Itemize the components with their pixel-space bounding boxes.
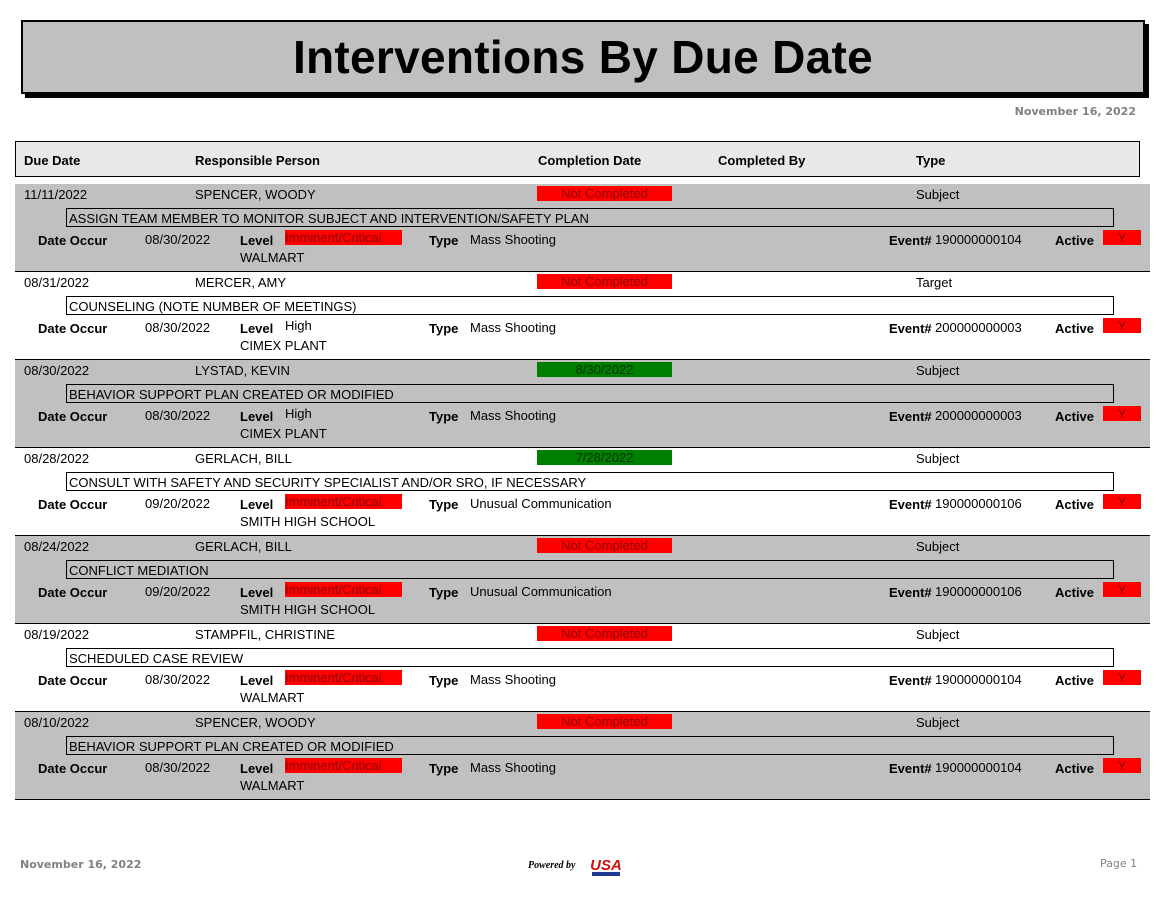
incident-type: Mass Shooting (470, 408, 556, 423)
intervention-description: BEHAVIOR SUPPORT PLAN CREATED OR MODIFIED (66, 736, 1114, 755)
date-occur-label: Date Occur (38, 497, 108, 512)
date-occur-value: 08/30/2022 (145, 232, 211, 247)
completion-status: Not Completed (537, 538, 672, 553)
level-value: Imminent/Critical (285, 582, 402, 597)
level-label: Level (240, 233, 274, 248)
location: SMITH HIGH SCHOOL (240, 514, 376, 529)
completion-status: Not Completed (537, 186, 672, 201)
incident-type: Mass Shooting (470, 760, 556, 775)
active-label: Active (1055, 673, 1095, 688)
header-completed-by: Completed By (718, 153, 806, 168)
event-label: Event# (889, 409, 932, 424)
powered-by-text: Powered by (528, 860, 576, 871)
intervention-description: COUNSELING (NOTE NUMBER OF MEETINGS) (66, 296, 1114, 315)
level-value: Imminent/Critical (285, 494, 402, 509)
event-number: 200000000003 (935, 320, 1022, 335)
due-date: 08/10/2022 (24, 715, 90, 730)
table-row (15, 360, 1150, 448)
event-label: Event# (889, 233, 932, 248)
date-occur-value: 09/20/2022 (145, 584, 211, 599)
active-flag: Y (1103, 406, 1141, 421)
level-value: Imminent/Critical (285, 758, 402, 773)
type-label: Type (429, 233, 459, 248)
event-number: 190000000106 (935, 496, 1022, 511)
responsible-person: SPENCER, WOODY (195, 715, 316, 730)
active-flag: Y (1103, 230, 1141, 245)
intervention-description: ASSIGN TEAM MEMBER TO MONITOR SUBJECT AND INTERVENTION/SAFETY PLAN (66, 208, 1114, 227)
event-number: 200000000003 (935, 408, 1022, 423)
location: WALMART (240, 690, 305, 705)
level-value: Imminent/Critical (285, 230, 402, 245)
table-row (15, 624, 1150, 712)
type-label: Type (429, 761, 459, 776)
responsible-person: SPENCER, WOODY (195, 187, 316, 202)
due-date: 08/28/2022 (24, 451, 90, 466)
due-date: 11/11/2022 (24, 187, 88, 202)
incident-type: Mass Shooting (470, 232, 556, 247)
completion-status: Not Completed (537, 714, 672, 729)
date-occur-value: 08/30/2022 (145, 408, 211, 423)
location: SMITH HIGH SCHOOL (240, 602, 376, 617)
active-flag: Y (1103, 670, 1141, 685)
record-type: Subject (916, 627, 960, 642)
date-occur-label: Date Occur (38, 585, 108, 600)
intervention-description: CONFLICT MEDIATION (66, 560, 1114, 579)
location: WALMART (240, 250, 305, 265)
page-number: Page 1 (1100, 857, 1138, 870)
active-label: Active (1055, 761, 1095, 776)
active-label: Active (1055, 409, 1095, 424)
report-date: November 16, 2022 (1014, 105, 1136, 118)
table-row (15, 184, 1150, 272)
record-type: Subject (916, 539, 960, 554)
date-occur-label: Date Occur (38, 673, 108, 688)
header-responsible-person: Responsible Person (195, 153, 320, 168)
completion-status: Not Completed (537, 626, 672, 641)
active-flag: Y (1103, 318, 1141, 333)
level-value: High (285, 406, 312, 421)
completion-status: 7/28/2022 (537, 450, 672, 465)
active-flag: Y (1103, 494, 1141, 509)
responsible-person: GERLACH, BILL (195, 451, 292, 466)
responsible-person: LYSTAD, KEVIN (195, 363, 290, 378)
responsible-person: MERCER, AMY (195, 275, 287, 290)
date-occur-value: 09/20/2022 (145, 496, 211, 511)
event-number: 190000000104 (935, 672, 1022, 687)
table-row (15, 536, 1150, 624)
record-type: Subject (916, 451, 960, 466)
completion-status: 8/30/2022 (537, 362, 672, 377)
incident-type: Mass Shooting (470, 320, 556, 335)
record-type: Subject (916, 187, 960, 202)
type-label: Type (429, 497, 459, 512)
date-occur-label: Date Occur (38, 409, 108, 424)
incident-type: Unusual Communication (470, 496, 612, 511)
level-label: Level (240, 761, 274, 776)
active-flag: Y (1103, 758, 1141, 773)
header-type: Type (916, 153, 946, 168)
footer-date: November 16, 2022 (20, 858, 142, 871)
report-title: Interventions By Due Date (292, 31, 874, 83)
level-label: Level (240, 497, 274, 512)
event-number: 190000000106 (935, 584, 1022, 599)
intervention-description: CONSULT WITH SAFETY AND SECURITY SPECIALIST AND/OR SRO, IF NECESSARY (66, 472, 1114, 491)
active-label: Active (1055, 233, 1095, 248)
responsible-person: STAMPFIL, CHRISTINE (195, 627, 335, 642)
date-occur-value: 08/30/2022 (145, 672, 211, 687)
header-completion-date: Completion Date (538, 153, 642, 168)
level-value: High (285, 318, 312, 333)
level-label: Level (240, 409, 274, 424)
due-date: 08/31/2022 (24, 275, 90, 290)
incident-type: Mass Shooting (470, 672, 556, 687)
due-date: 08/30/2022 (24, 363, 90, 378)
active-label: Active (1055, 585, 1095, 600)
report-title-banner (21, 20, 1145, 94)
completion-status: Not Completed (537, 274, 672, 289)
record-type: Subject (916, 363, 960, 378)
event-label: Event# (889, 585, 932, 600)
event-number: 190000000104 (935, 760, 1022, 775)
record-type: Target (916, 275, 953, 290)
column-header-row (15, 141, 1140, 177)
level-label: Level (240, 673, 274, 688)
location: CIMEX PLANT (240, 338, 327, 353)
date-occur-label: Date Occur (38, 321, 108, 336)
type-label: Type (429, 585, 459, 600)
active-label: Active (1055, 497, 1095, 512)
responsible-person: GERLACH, BILL (195, 539, 292, 554)
type-label: Type (429, 673, 459, 688)
date-occur-value: 08/30/2022 (145, 320, 211, 335)
header-due-date: Due Date (24, 153, 81, 168)
usa-logo-icon (592, 850, 620, 876)
intervention-description: BEHAVIOR SUPPORT PLAN CREATED OR MODIFIED (66, 384, 1114, 403)
event-label: Event# (889, 761, 932, 776)
table-row (15, 712, 1150, 800)
date-occur-label: Date Occur (38, 761, 108, 776)
event-label: Event# (889, 673, 932, 688)
record-type: Subject (916, 715, 960, 730)
event-label: Event# (889, 497, 932, 512)
event-number: 190000000104 (935, 232, 1022, 247)
level-label: Level (240, 585, 274, 600)
date-occur-value: 08/30/2022 (145, 760, 211, 775)
active-label: Active (1055, 321, 1095, 336)
incident-type: Unusual Communication (470, 584, 612, 599)
type-label: Type (429, 321, 459, 336)
table-row (15, 448, 1150, 536)
level-label: Level (240, 321, 274, 336)
location: WALMART (240, 778, 305, 793)
due-date: 08/19/2022 (24, 627, 90, 642)
level-value: Imminent/Critical (285, 670, 402, 685)
date-occur-label: Date Occur (38, 233, 108, 248)
svg-text:USA: USA (590, 857, 622, 874)
due-date: 08/24/2022 (24, 539, 90, 554)
type-label: Type (429, 409, 459, 424)
table-row (15, 272, 1150, 360)
active-flag: Y (1103, 582, 1141, 597)
location: CIMEX PLANT (240, 426, 327, 441)
records-list (15, 184, 1150, 800)
intervention-description: SCHEDULED CASE REVIEW (66, 648, 1114, 667)
event-label: Event# (889, 321, 932, 336)
